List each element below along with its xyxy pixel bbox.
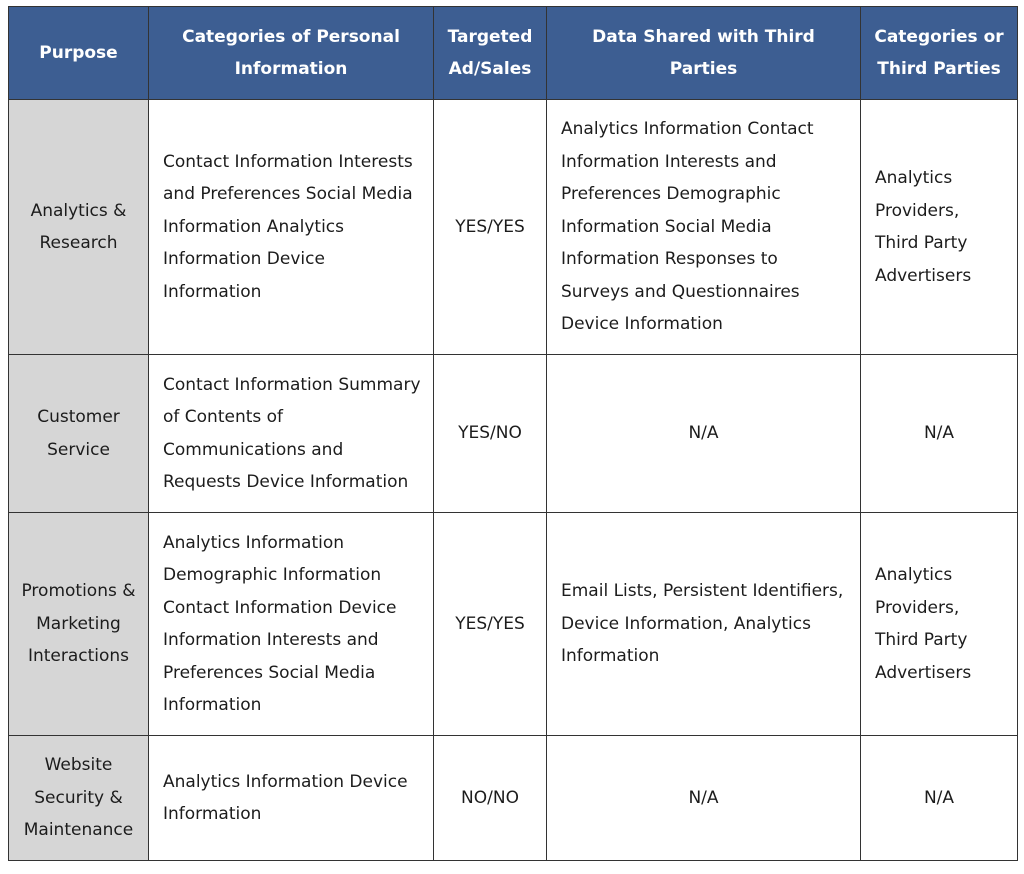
- cell-shared: Email Lists, Persistent Identifiers, Device Information, Analytics Information: [547, 513, 861, 736]
- table-header-row: [9, 7, 1018, 100]
- privacy-data-table: [8, 6, 1018, 861]
- table-row: [9, 355, 1018, 513]
- cell-targeted: YES/NO: [434, 355, 547, 513]
- header-targeted: Targeted Ad/Sales: [434, 7, 547, 100]
- table-row: [9, 513, 1018, 736]
- cell-categories-third: Analytics Providers, Third Party Advertisers: [861, 100, 1018, 355]
- cell-categories-third: Analytics Providers, Third Party Advertisers: [861, 513, 1018, 736]
- cell-shared: N/A: [547, 736, 861, 861]
- header-shared: Data Shared with Third Parties: [547, 7, 861, 100]
- cell-categories-personal: Analytics Information Device Information: [149, 736, 434, 861]
- cell-shared: N/A: [547, 355, 861, 513]
- header-purpose: Purpose: [9, 7, 149, 100]
- cell-targeted: YES/YES: [434, 100, 547, 355]
- cell-shared: Analytics Information Contact Information Interests and Preferences Demographic Information Social Media Information Responses to Surveys and Questionnaires Device Information: [547, 100, 861, 355]
- cell-categories-personal: Analytics Information Demographic Information Contact Information Device Information Interests and Preferences Social Media Information: [149, 513, 434, 736]
- privacy-table-container: [8, 6, 1017, 861]
- cell-purpose: Customer Service: [9, 355, 149, 513]
- header-categories-personal: Categories of Personal Information: [149, 7, 434, 100]
- cell-purpose: Analytics & Research: [9, 100, 149, 355]
- cell-purpose: Promotions & Marketing Interactions: [9, 513, 149, 736]
- table-row: [9, 100, 1018, 355]
- cell-targeted: YES/YES: [434, 513, 547, 736]
- cell-categories-third: N/A: [861, 736, 1018, 861]
- cell-purpose: Website Security & Maintenance: [9, 736, 149, 861]
- cell-categories-personal: Contact Information Interests and Preferences Social Media Information Analytics Information Device Information: [149, 100, 434, 355]
- header-categories-third: Categories or Third Parties: [861, 7, 1018, 100]
- table-row: [9, 736, 1018, 861]
- cell-categories-personal: Contact Information Summary of Contents of Communications and Requests Device Information: [149, 355, 434, 513]
- cell-categories-third: N/A: [861, 355, 1018, 513]
- cell-targeted: NO/NO: [434, 736, 547, 861]
